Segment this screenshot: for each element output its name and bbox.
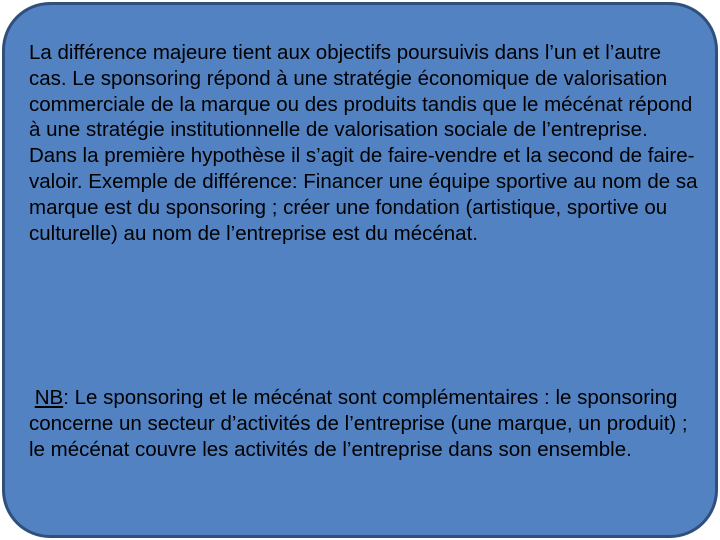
text-panel: [2, 2, 718, 538]
nb-text: : Le sponsoring et le mécénat sont complémentaires : le sponsoring concerne un secteur d’activités de l’entreprise (une marque, un produit) ; le mécénat couvre les activités de l’entreprise dans son ensemble.: [29, 386, 688, 461]
nb-label: NB: [34, 386, 64, 409]
main-paragraph: La différence majeure tient aux objectifs poursuivis dans l’un et l’autre cas. Le sponsoring répond à une stratégie économique de valorisation commerciale de la marque ou des produits tandis que le mécénat répond à une stratégie institutionnelle de valorisation sociale de l’entreprise. Dans la première hypothèse il s’agit de faire-vendre et la second de faire-valoir. Exemple de différence: Financer une équipe sportive au nom de sa marque est du sponsoring ; créer une fondation (artistique, sportive ou culturelle) au nom de l’entreprise est du mécénat.: [29, 41, 698, 245]
nb-paragraph: [29, 385, 701, 462]
